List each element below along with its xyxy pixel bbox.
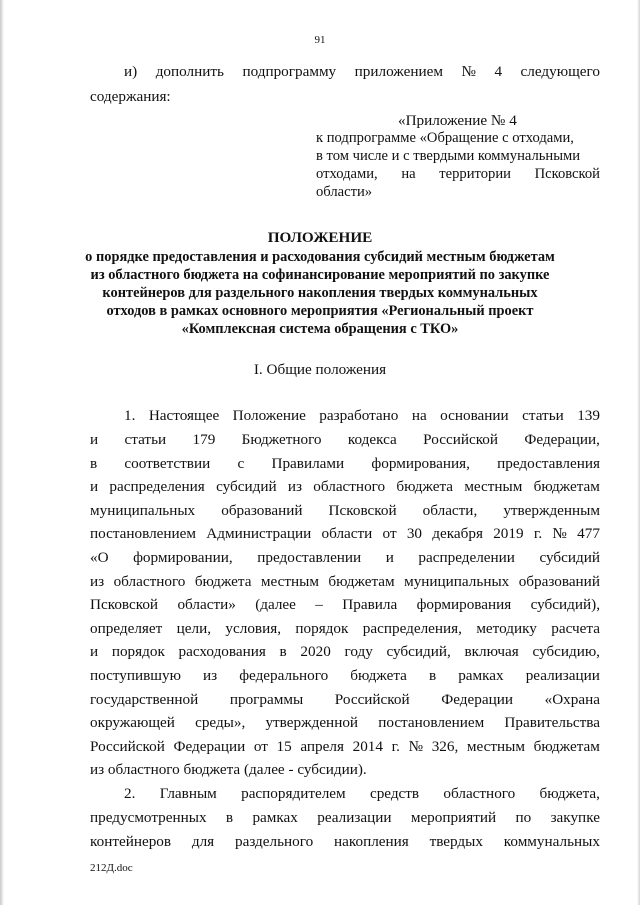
word: включая	[464, 643, 519, 661]
paragraph-line	[90, 737, 600, 756]
paragraph-line	[90, 666, 600, 685]
word: №	[461, 63, 476, 80]
word: кодекса	[347, 431, 397, 448]
word: мероприятий	[410, 809, 497, 826]
word: раздельного	[234, 833, 314, 850]
word: бюджета	[350, 667, 407, 684]
word: условия,	[225, 619, 281, 637]
word: программы	[229, 690, 304, 708]
word: субсидий),	[530, 596, 600, 614]
word: коммунальных	[503, 833, 600, 850]
word: местным	[260, 572, 319, 590]
word: от	[382, 525, 397, 543]
word: муниципальных	[404, 572, 510, 590]
word: Федерации	[441, 690, 513, 708]
word: году	[344, 643, 373, 661]
paragraph-line	[90, 572, 600, 591]
word: Псковской	[90, 596, 159, 614]
word: бюджета	[194, 572, 252, 590]
word: подпрограмму	[242, 63, 337, 80]
word: 2019	[493, 525, 524, 543]
word: декабря	[432, 525, 483, 543]
word: следующего	[520, 63, 600, 80]
section-title: I. Общие положения	[253, 361, 387, 378]
paragraph-line	[90, 713, 600, 732]
word: утвержденной	[265, 714, 359, 732]
word: области»	[177, 596, 236, 614]
word: окружающей	[90, 714, 175, 732]
word: предоставлении	[257, 549, 362, 566]
paragraph-line	[90, 501, 600, 520]
document-title: ПОЛОЖЕНИЕ	[267, 229, 373, 246]
word: образований	[518, 572, 600, 590]
word: областного	[443, 785, 516, 802]
scan-edge-left	[0, 0, 4, 905]
word: субсидию,	[532, 643, 600, 661]
word: областного	[113, 572, 186, 590]
paragraph-line: из областного бюджета (далее - субсидии).	[90, 761, 367, 778]
word: реализации	[317, 809, 392, 826]
word: 1.	[124, 407, 136, 424]
word: субсидий	[216, 478, 277, 496]
paragraph-line	[90, 477, 600, 496]
paragraph-line	[90, 548, 600, 567]
intro-line-2: содержания:	[90, 88, 171, 105]
word: в	[90, 454, 98, 472]
word: и	[90, 431, 99, 448]
word: твердых	[429, 833, 483, 850]
word: Положение	[232, 407, 306, 424]
word: территории	[439, 166, 511, 182]
word: отходами,	[316, 166, 378, 182]
word: разработано	[319, 407, 399, 424]
word: Администрации	[206, 525, 312, 543]
appendix-ref-line: к подпрограмме «Обращение с отходами,	[316, 130, 574, 146]
word: основании	[440, 407, 509, 424]
word: Российской	[334, 690, 410, 708]
word: рамках	[458, 667, 504, 684]
word: 326,	[431, 737, 459, 755]
word: Правилами	[271, 454, 345, 472]
word: в	[225, 809, 234, 826]
word: постановлением	[90, 525, 197, 543]
word: Псковской	[328, 501, 397, 519]
heading-line: контейнеров для раздельного накопления твердых коммунальных	[102, 285, 538, 301]
word: на	[401, 166, 416, 182]
word: расходования	[178, 643, 266, 661]
word: накопления	[334, 833, 409, 850]
file-name-footer: 212Д.doc	[90, 862, 133, 874]
word: Бюджетного	[241, 431, 322, 448]
word: 179	[192, 431, 216, 448]
intro-line	[124, 62, 600, 81]
paragraph-line	[90, 595, 600, 614]
word: 477	[577, 525, 600, 543]
word: распорядителем	[241, 785, 346, 802]
paragraph-line	[90, 832, 600, 851]
word: Псковской	[534, 166, 600, 182]
word: формировании,	[133, 549, 233, 566]
appendix-ref-line: области»	[316, 184, 373, 200]
paragraph-line	[90, 430, 600, 449]
word: –	[315, 596, 323, 614]
word: формирования	[416, 596, 512, 614]
word: утвержденным	[503, 501, 600, 519]
word: и	[385, 549, 394, 566]
word: распределения,	[362, 619, 462, 637]
paragraph-line	[124, 784, 600, 803]
word: среды»,	[195, 714, 246, 732]
word: государственной	[90, 690, 199, 708]
word: определяет	[90, 619, 163, 637]
word: распределения	[109, 478, 205, 496]
word: с	[237, 454, 245, 472]
word: местным	[464, 478, 523, 496]
word: приложением	[354, 63, 443, 80]
word: бюджетам	[533, 478, 600, 496]
heading-line: из областного бюджета на софинансирование мероприятий по закупке	[90, 267, 550, 283]
word: 2020	[300, 643, 331, 661]
word: Правительства	[504, 714, 600, 732]
word: субсидий,	[386, 643, 451, 661]
word: постановлением	[378, 714, 485, 732]
word: средств	[369, 785, 420, 802]
word: Федерации	[173, 737, 246, 755]
word: 139	[577, 407, 600, 424]
word: бюджетам	[533, 737, 600, 755]
word: предоставления	[497, 454, 600, 472]
word: порядок	[111, 643, 165, 661]
heading-line: «Комплексная система обращения с ТКО»	[181, 321, 459, 337]
word: 2.	[124, 785, 136, 802]
word: соответствии	[124, 454, 211, 472]
word: г.	[391, 737, 400, 755]
word: области	[321, 525, 373, 543]
word: «О	[90, 549, 109, 566]
word: Российской	[423, 431, 499, 448]
word: на	[411, 407, 427, 424]
paragraph-line	[90, 642, 600, 661]
word: порядок	[295, 619, 349, 637]
word: областного	[313, 478, 386, 496]
paragraph-line	[90, 524, 600, 543]
word: №	[552, 525, 567, 543]
paragraph-line	[90, 690, 600, 709]
paragraph-line	[124, 406, 600, 425]
word: «Охрана	[544, 690, 600, 708]
appendix-ref-line: «Приложение № 4	[398, 112, 517, 129]
word: от	[253, 737, 268, 755]
word: предусмотренных	[90, 809, 207, 826]
word: рамках	[252, 809, 298, 826]
word: реализации	[525, 667, 600, 684]
word: цели,	[176, 619, 212, 637]
word: формирования,	[371, 454, 470, 472]
word: №	[408, 737, 424, 755]
word: дополнить	[155, 63, 224, 80]
word: г.	[533, 525, 543, 543]
word: Настоящее	[148, 407, 220, 424]
word: Российской	[90, 737, 165, 755]
word: Федерации,	[524, 431, 600, 448]
word: из	[203, 667, 218, 684]
word: (далее	[255, 596, 296, 614]
word: Правила	[342, 596, 398, 614]
word: статьи	[522, 407, 564, 424]
paragraph-line	[90, 619, 600, 638]
word: закупке	[550, 809, 600, 826]
word: расчета	[551, 619, 600, 637]
page-number: 91	[314, 34, 326, 46]
word: и	[90, 478, 99, 496]
word: 4	[494, 63, 503, 80]
appendix-ref-line	[316, 165, 600, 184]
word: апреля	[300, 737, 344, 755]
paragraph-line	[90, 454, 600, 473]
word: Главным	[159, 785, 217, 802]
heading-line: отходов в рамках основного мероприятия «Региональный проект	[106, 303, 534, 319]
word: распределении	[418, 549, 515, 566]
paragraph-line	[90, 808, 600, 827]
word: 30	[406, 525, 423, 543]
word: бюджетам	[328, 572, 395, 590]
word: в	[279, 643, 287, 661]
word: бюджета,	[539, 785, 600, 802]
word: из	[287, 478, 303, 496]
word: по	[515, 809, 532, 826]
appendix-ref-line: в том числе и с твердыми коммунальными	[316, 148, 581, 164]
word: для	[191, 833, 215, 850]
word: образований	[221, 501, 303, 519]
word: 2014	[352, 737, 383, 755]
word: и	[90, 643, 99, 661]
word: 15	[276, 737, 292, 755]
word: федерального	[239, 667, 329, 684]
word: методику	[476, 619, 537, 637]
word: статьи	[124, 431, 167, 448]
word: муниципальных	[90, 501, 196, 519]
word: субсидий	[539, 549, 600, 566]
word: поступившую	[90, 667, 181, 684]
word: и)	[124, 63, 138, 80]
word: бюджета	[396, 478, 454, 496]
word: из	[90, 572, 105, 590]
word: в	[428, 667, 437, 684]
word: местным	[466, 737, 525, 755]
word: области,	[422, 501, 478, 519]
word: контейнеров	[90, 833, 172, 850]
heading-line: о порядке предоставления и расходования субсидий местным бюджетам	[85, 249, 555, 265]
